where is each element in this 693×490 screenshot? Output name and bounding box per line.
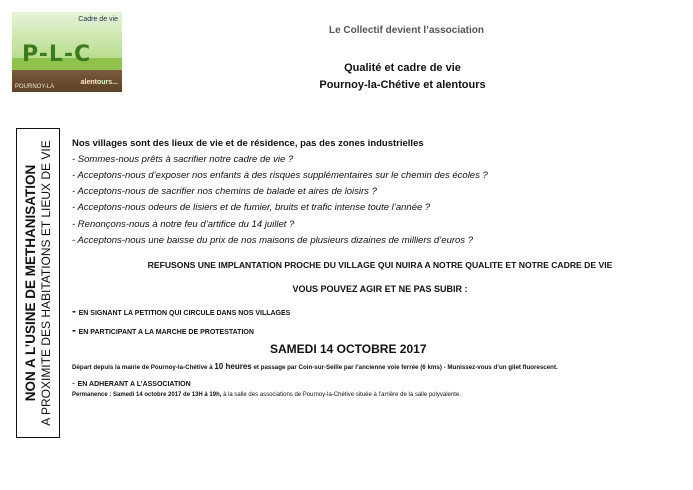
permanence-info	[72, 392, 461, 398]
logo-subtitle: alentours...	[80, 79, 118, 86]
action-adhesion-label: EN ADHERANT A L’ASSOCIATION	[77, 381, 191, 388]
permanence-label: Permanence : Samedi 14 octobre 2017 de 13H à 19h,	[72, 392, 222, 398]
question-5: - Renonçons-nous à notre feu d’artifice du 14 juillet ?	[72, 219, 295, 230]
permanence-details: à la salle des associations de Pournoy-la-Chétive située à l’arrière de la salle polyvalente.	[221, 392, 461, 398]
action-marche-label: EN PARTICIPANT A LA MARCHE DE PROTESTATION	[78, 329, 254, 336]
title-line-1: Qualité et cadre de vie	[344, 62, 461, 74]
question-1: - Sommes-nous prêts à sacrifier notre cadre de vie ?	[72, 154, 294, 165]
depart-info-end: et passage par Coin-sur-Seille par l’ancienne voie ferrée (6 kms) - Munissez-vous d’un gilet fluorescent.	[251, 364, 558, 371]
vertical-banner	[16, 128, 60, 438]
question-4: - Acceptons-nous odeurs de lisiers et de fumier, bruits et trafic intense toute l’année ?	[72, 202, 431, 213]
action-petition: - EN SIGNANT LA PETITION QUI CIRCULE DANS NOS VILLAGES	[72, 304, 291, 318]
depart-info	[72, 362, 558, 371]
question-6: - Acceptons-nous une baisse du prix de nos maisons de plusieurs dizaines de milliers d’euros ?	[72, 235, 473, 246]
action-petition-label: EN SIGNANT LA PETITION QUI CIRCULE DANS NOS VILLAGES	[78, 310, 291, 317]
vertical-banner-line-2: A PROXIMITE DES HABITATIONS ET LIEUX DE VIE	[39, 140, 53, 426]
logo-letters: P-L-C	[22, 42, 92, 67]
question-2: - Acceptons-nous d’exposer nos enfants à des risques supplémentaires sur le chemin des écoles ?	[72, 170, 488, 181]
action-adhesion: - EN ADHERANT A L’ASSOCIATION	[72, 378, 191, 388]
logo-village: POURNOY-LA	[15, 84, 55, 90]
question-3: - Acceptons-nous de sacrifier nos chemins de balade et aires de loisirs ?	[72, 186, 377, 197]
refusons-statement: REFUSONS UNE IMPLANTATION PROCHE DU VILLAGE QUI NUIRA A NOTRE QUALITE ET NOTRE CADRE DE VIE	[147, 260, 613, 270]
march-date: SAMEDI 14 OCTOBRE 2017	[270, 342, 427, 356]
action-marche: - EN PARTICIPANT A LA MARCHE DE PROTESTATION	[72, 323, 254, 337]
body-heading: Nos villages sont des lieux de vie et de résidence, pas des zones industrielles	[72, 138, 424, 149]
title-line-2: Pournoy-la-Chétive et alentours	[319, 79, 486, 91]
association-notice: Le Collectif devient l’association	[328, 25, 485, 36]
depart-time: 10 heures	[214, 362, 252, 371]
agir-statement: VOUS POUVEZ AGIR ET NE PAS SUBIR :	[292, 284, 468, 294]
vertical-banner-line-1: NON A L’USINE DE METHANISATION	[23, 164, 38, 402]
depart-info-start: Départ depuis la mairie de Pournoy-la-Chétive à	[72, 364, 215, 371]
logo-tagline: Cadre de vie	[78, 16, 118, 23]
